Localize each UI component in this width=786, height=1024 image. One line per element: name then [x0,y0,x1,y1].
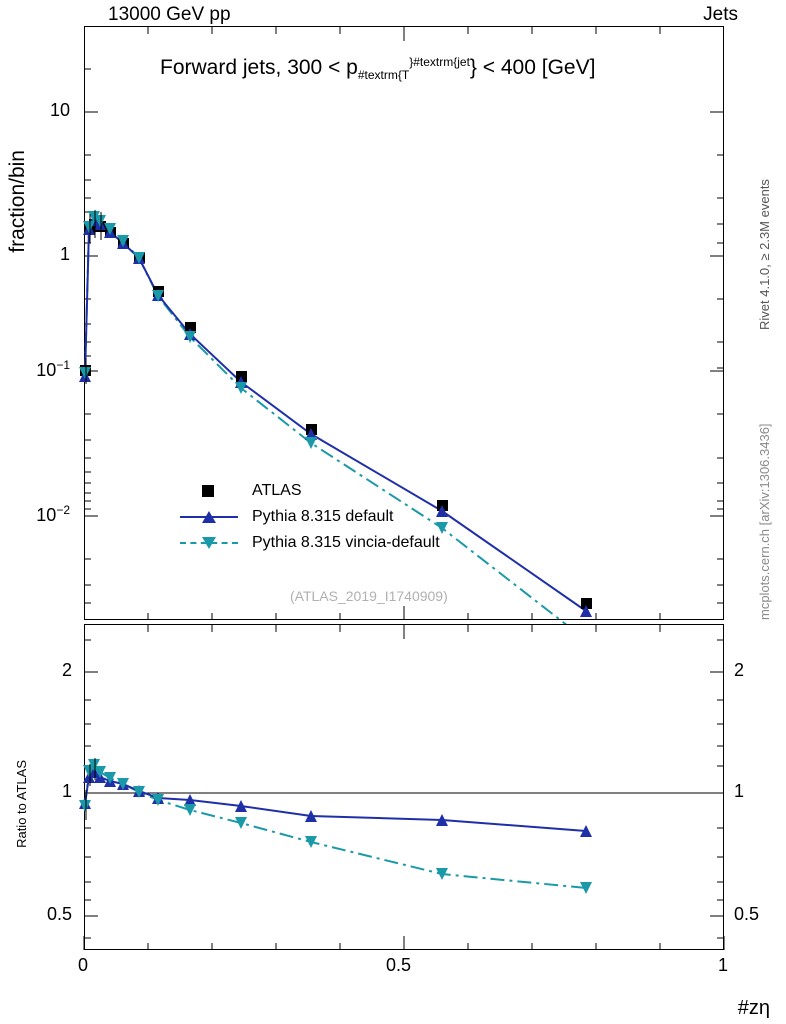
ratio-ytick-05-left: 0.5 [46,904,72,924]
legend-label-pythia-default: Pythia 8.315 default [252,508,394,525]
main-ytick-1e-2: $10^{-2}$ [36,503,70,525]
legend-label-pythia-vincia: Pythia 8.315 vincia-default [252,534,440,551]
ratio-ytick-1-right: 1 [734,781,745,801]
plot-title-post: } < 400 [GeV] [469,56,596,79]
x-axis-title: #zη [737,997,770,1019]
arxiv-credit: mcplots.cern.ch [arXiv:1306.3436] [757,423,772,620]
header-left-label: 13000 GeV pp [108,4,231,25]
main-ytick-10: 10 [49,100,70,120]
header-right-label: Jets [703,4,738,25]
ratio-series-vincia-line [85,765,586,888]
legend-label-atlas: ATLAS [252,482,302,499]
main-ytick-1e-1: $10^{-1}$ [36,358,70,380]
main-y-axis-title: fraction/bin [6,150,29,253]
ratio-ytick-05-right: 0.5 [734,904,760,924]
plot-title-sup: }#textrm{jet [409,55,470,69]
xtick-05: 0.5 [386,955,412,975]
ratio-ytick-1-left: 1 [61,781,72,801]
plot-title-sub: #textrm{T [357,68,410,83]
ratio-ytick-2-left: 2 [61,660,72,680]
xtick-0: 0 [78,955,89,975]
plot-title-pre: Forward jets, 300 < p [160,56,358,79]
main-ytick-1: 1 [59,244,70,264]
ratio-ytick-2-right: 2 [734,660,745,680]
xtick-1: 1 [718,955,729,975]
ratio-y-axis-title: Ratio to ATLAS [14,760,29,848]
rivet-credit: Rivet 4.1.0, ≥ 2.3M events [757,179,772,330]
analysis-watermark: (ATLAS_2019_I1740909) [290,588,448,604]
